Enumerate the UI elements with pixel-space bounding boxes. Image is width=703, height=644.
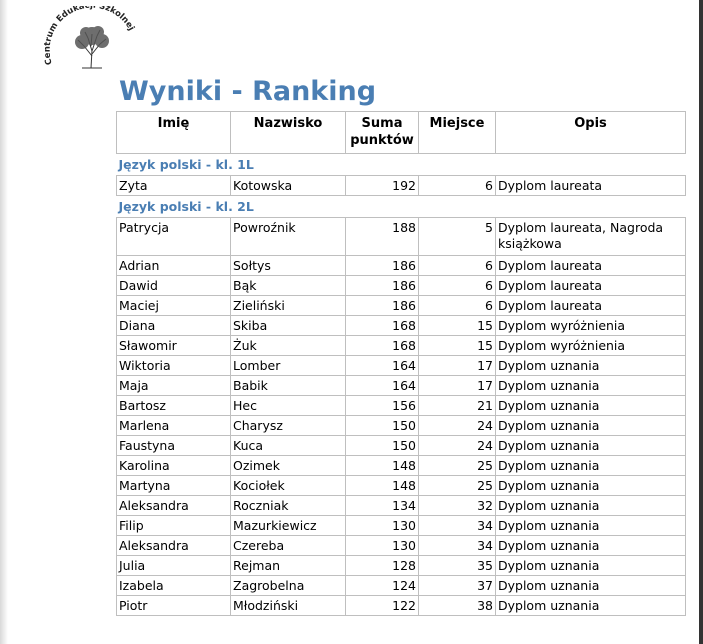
cell-opis: Dyplom laureata	[496, 276, 686, 296]
cell-imie: Martyna	[117, 476, 231, 496]
cell-nazwisko: Lomber	[231, 356, 346, 376]
cell-miejsce: 34	[419, 536, 496, 556]
column-header-nazwisko: Nazwisko	[231, 112, 346, 154]
cell-miejsce: 24	[419, 436, 496, 456]
cell-imie: Dawid	[117, 276, 231, 296]
cell-miejsce: 25	[419, 456, 496, 476]
cell-nazwisko: Kuca	[231, 436, 346, 456]
cell-imie: Wiktoria	[117, 356, 231, 376]
cell-suma: 130	[346, 516, 419, 536]
cell-suma: 188	[346, 218, 419, 256]
cell-nazwisko: Bąk	[231, 276, 346, 296]
cell-imie: Aleksandra	[117, 496, 231, 516]
cell-suma: 164	[346, 356, 419, 376]
page-edge-shadow	[0, 0, 8, 644]
cell-nazwisko: Charysz	[231, 416, 346, 436]
table-row	[117, 218, 686, 256]
cell-imie: Marlena	[117, 416, 231, 436]
cell-miejsce: 6	[419, 176, 496, 196]
cell-suma: 168	[346, 316, 419, 336]
cell-miejsce: 6	[419, 256, 496, 276]
cell-miejsce: 15	[419, 336, 496, 356]
cell-suma: 130	[346, 536, 419, 556]
column-header-suma: Suma punktów	[346, 112, 419, 154]
cell-miejsce: 38	[419, 596, 496, 616]
cell-imie: Adrian	[117, 256, 231, 276]
table-row	[117, 316, 686, 336]
cell-miejsce: 21	[419, 396, 496, 416]
table-header-row	[117, 112, 686, 154]
cell-opis: Dyplom wyróżnienia	[496, 336, 686, 356]
cell-suma: 148	[346, 476, 419, 496]
table-row	[117, 516, 686, 536]
cell-nazwisko: Kociołek	[231, 476, 346, 496]
cell-nazwisko: Babik	[231, 376, 346, 396]
table-row	[117, 596, 686, 616]
cell-miejsce: 17	[419, 356, 496, 376]
cell-suma: 128	[346, 556, 419, 576]
column-header-imie: Imię	[117, 112, 231, 154]
cell-miejsce: 35	[419, 556, 496, 576]
group-header-row	[117, 154, 686, 176]
cell-imie: Faustyna	[117, 436, 231, 456]
cell-nazwisko: Czereba	[231, 536, 346, 556]
cell-miejsce: 6	[419, 276, 496, 296]
table-body	[117, 154, 686, 616]
cell-opis: Dyplom laureata, Nagroda książkowa	[496, 218, 686, 256]
cell-nazwisko: Hec	[231, 396, 346, 416]
cell-miejsce: 37	[419, 576, 496, 596]
cell-opis: Dyplom uznania	[496, 516, 686, 536]
cell-opis: Dyplom uznania	[496, 436, 686, 456]
cell-imie: Piotr	[117, 596, 231, 616]
cell-miejsce: 15	[419, 316, 496, 336]
cell-imie: Maja	[117, 376, 231, 396]
cell-nazwisko: Mazurkiewicz	[231, 516, 346, 536]
table-row	[117, 556, 686, 576]
table-row	[117, 496, 686, 516]
page-title: Wyniki - Ranking	[119, 76, 377, 107]
cell-suma: 186	[346, 296, 419, 316]
table-row	[117, 256, 686, 276]
cell-imie: Diana	[117, 316, 231, 336]
cell-suma: 150	[346, 416, 419, 436]
cell-opis: Dyplom uznania	[496, 476, 686, 496]
cell-opis: Dyplom uznania	[496, 496, 686, 516]
cell-nazwisko: Ozimek	[231, 456, 346, 476]
group-header-row	[117, 196, 686, 218]
cell-nazwisko: Zieliński	[231, 296, 346, 316]
table-row	[117, 296, 686, 316]
table-row	[117, 536, 686, 556]
cell-opis: Dyplom laureata	[496, 176, 686, 196]
table-row	[117, 436, 686, 456]
logo-text: C rum Eduka Szkolnej	[44, 6, 137, 66]
group-title: Język polski - kl. 1L	[118, 157, 254, 172]
cell-miejsce: 32	[419, 496, 496, 516]
cell-opis: Dyplom uznania	[496, 376, 686, 396]
cell-suma: 192	[346, 176, 419, 196]
cell-imie: Sławomir	[117, 336, 231, 356]
scrollbar-edge[interactable]	[699, 0, 703, 644]
cell-nazwisko: Powroźnik	[231, 218, 346, 256]
table-row	[117, 176, 686, 196]
table-row	[117, 376, 686, 396]
cell-opis: Dyplom uznania	[496, 576, 686, 596]
cell-suma: 156	[346, 396, 419, 416]
cell-miejsce: 5	[419, 218, 496, 256]
cell-suma: 186	[346, 276, 419, 296]
table-row	[117, 336, 686, 356]
cell-nazwisko: Rejman	[231, 556, 346, 576]
cell-nazwisko: Kotowska	[231, 176, 346, 196]
cell-opis: Dyplom uznania	[496, 596, 686, 616]
cell-opis: Dyplom uznania	[496, 356, 686, 376]
cell-suma: 122	[346, 596, 419, 616]
cell-suma: 168	[346, 336, 419, 356]
cell-nazwisko: Żuk	[231, 336, 346, 356]
cell-nazwisko: Roczniak	[231, 496, 346, 516]
cell-imie: Aleksandra	[117, 536, 231, 556]
cell-miejsce: 6	[419, 296, 496, 316]
cell-miejsce: 24	[419, 416, 496, 436]
table-row	[117, 576, 686, 596]
cell-nazwisko: Zagrobelna	[231, 576, 346, 596]
cell-opis: Dyplom uznania	[496, 536, 686, 556]
cell-opis: Dyplom laureata	[496, 296, 686, 316]
cell-imie: Zyta	[117, 176, 231, 196]
cell-imie: Bartosz	[117, 396, 231, 416]
cell-opis: Dyplom uznania	[496, 456, 686, 476]
table-row	[117, 476, 686, 496]
cell-miejsce: 34	[419, 516, 496, 536]
cell-suma: 134	[346, 496, 419, 516]
cell-suma: 148	[346, 456, 419, 476]
column-header-opis: Opis	[496, 112, 686, 154]
cell-imie: Maciej	[117, 296, 231, 316]
cell-opis: Dyplom laureata	[496, 256, 686, 276]
cell-opis: Dyplom uznania	[496, 416, 686, 436]
cell-suma: 124	[346, 576, 419, 596]
table-row	[117, 396, 686, 416]
cell-suma: 186	[346, 256, 419, 276]
cell-suma: 164	[346, 376, 419, 396]
table-row	[117, 276, 686, 296]
cell-imie: Filip	[117, 516, 231, 536]
cell-opis: Dyplom uznania	[496, 556, 686, 576]
tree-icon	[44, 6, 140, 72]
cell-miejsce: 25	[419, 476, 496, 496]
cell-nazwisko: Skiba	[231, 316, 346, 336]
cell-imie: Patrycja	[117, 218, 231, 256]
cell-opis: Dyplom wyróżnienia	[496, 316, 686, 336]
cell-imie: Karolina	[117, 456, 231, 476]
cell-suma: 150	[346, 436, 419, 456]
cell-nazwisko: Sołtys	[231, 256, 346, 276]
cell-opis: Dyplom uznania	[496, 396, 686, 416]
table-row	[117, 416, 686, 436]
table-row	[117, 456, 686, 476]
ranking-table	[116, 111, 686, 616]
cell-imie: Izabela	[117, 576, 231, 596]
logo	[44, 6, 140, 72]
cell-imie: Julia	[117, 556, 231, 576]
group-title: Język polski - kl. 2L	[118, 199, 254, 214]
column-header-miejsce: Miejsce	[419, 112, 496, 154]
table-row	[117, 356, 686, 376]
cell-nazwisko: Młodziński	[231, 596, 346, 616]
cell-miejsce: 17	[419, 376, 496, 396]
